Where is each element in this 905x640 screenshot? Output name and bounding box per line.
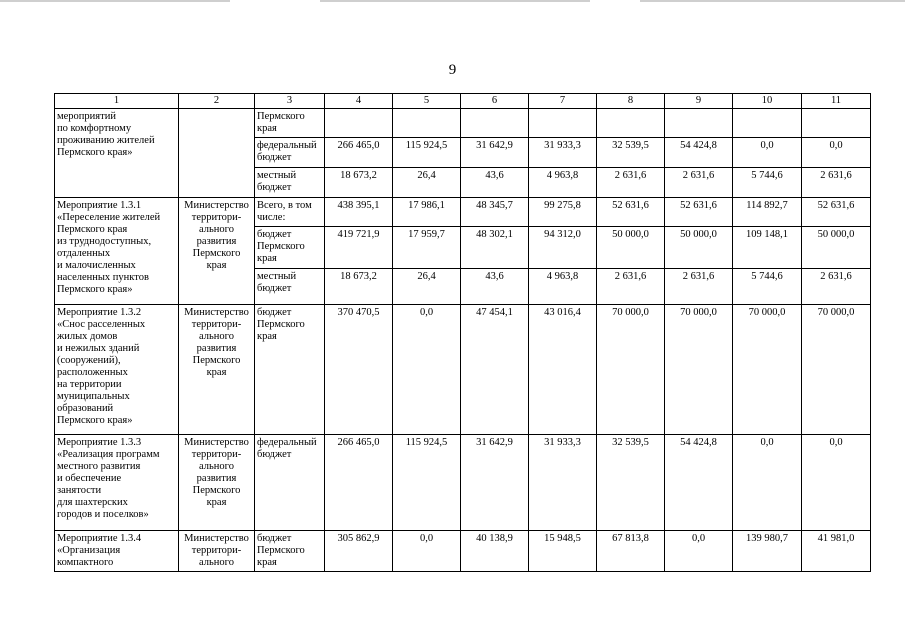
value-cell: 4 963,8 bbox=[529, 269, 597, 305]
funding-source: федеральный бюджет bbox=[255, 138, 325, 168]
value-cell: 438 395,1 bbox=[325, 198, 393, 227]
value-cell: 115 924,5 bbox=[393, 435, 461, 531]
value-cell: 26,4 bbox=[393, 168, 461, 198]
value-cell: 18 673,2 bbox=[325, 269, 393, 305]
value-cell: 2 631,6 bbox=[802, 269, 871, 305]
funding-source: Пермского края bbox=[255, 109, 325, 138]
activity-name: Мероприятие 1.3.4 «Организация компактного bbox=[55, 531, 179, 572]
value-cell: 4 963,8 bbox=[529, 168, 597, 198]
value-cell: 114 892,7 bbox=[733, 198, 802, 227]
funding-source: местный бюджет bbox=[255, 269, 325, 305]
value-cell: 5 744,6 bbox=[733, 269, 802, 305]
value-cell: 109 148,1 bbox=[733, 227, 802, 269]
value-cell: 41 981,0 bbox=[802, 531, 871, 572]
value-cell: 0,0 bbox=[393, 305, 461, 435]
value-cell: 31 933,3 bbox=[529, 435, 597, 531]
responsible-org bbox=[179, 109, 255, 198]
column-header: 6 bbox=[461, 94, 529, 109]
funding-source: федеральный бюджет bbox=[255, 435, 325, 531]
value-cell: 94 312,0 bbox=[529, 227, 597, 269]
value-cell: 0,0 bbox=[802, 435, 871, 531]
column-header: 9 bbox=[665, 94, 733, 109]
column-header: 10 bbox=[733, 94, 802, 109]
value-cell: 47 454,1 bbox=[461, 305, 529, 435]
column-header: 11 bbox=[802, 94, 871, 109]
top-edge-line bbox=[640, 0, 905, 2]
value-cell: 2 631,6 bbox=[597, 269, 665, 305]
value-cell: 31 933,3 bbox=[529, 138, 597, 168]
responsible-org: Министерство территори- ального bbox=[179, 531, 255, 572]
value-cell: 2 631,6 bbox=[665, 269, 733, 305]
value-cell: 0,0 bbox=[733, 435, 802, 531]
value-cell: 32 539,5 bbox=[597, 138, 665, 168]
column-header: 3 bbox=[255, 94, 325, 109]
top-edge-line bbox=[0, 0, 230, 2]
value-cell: 40 138,9 bbox=[461, 531, 529, 572]
table-row bbox=[55, 531, 871, 572]
value-cell: 266 465,0 bbox=[325, 435, 393, 531]
column-header: 8 bbox=[597, 94, 665, 109]
responsible-org: Министерство территори- ального развития Пермского края bbox=[179, 198, 255, 305]
value-cell: 70 000,0 bbox=[597, 305, 665, 435]
value-cell: 52 631,6 bbox=[802, 198, 871, 227]
value-cell: 54 424,8 bbox=[665, 138, 733, 168]
column-header: 2 bbox=[179, 94, 255, 109]
value-cell: 43,6 bbox=[461, 168, 529, 198]
value-cell: 17 959,7 bbox=[393, 227, 461, 269]
value-cell: 48 345,7 bbox=[461, 198, 529, 227]
column-header: 4 bbox=[325, 94, 393, 109]
column-header: 5 bbox=[393, 94, 461, 109]
value-cell: 26,4 bbox=[393, 269, 461, 305]
value-cell: 305 862,9 bbox=[325, 531, 393, 572]
top-edge-line bbox=[320, 0, 590, 2]
value-cell: 54 424,8 bbox=[665, 435, 733, 531]
value-cell: 0,0 bbox=[665, 531, 733, 572]
value-cell: 18 673,2 bbox=[325, 168, 393, 198]
value-cell: 0,0 bbox=[802, 138, 871, 168]
table-row bbox=[55, 109, 871, 138]
value-cell: 67 813,8 bbox=[597, 531, 665, 572]
value-cell: 2 631,6 bbox=[802, 168, 871, 198]
value-cell: 52 631,6 bbox=[597, 198, 665, 227]
value-cell: 99 275,8 bbox=[529, 198, 597, 227]
funding-source: местный бюджет bbox=[255, 168, 325, 198]
column-header: 1 bbox=[55, 94, 179, 109]
value-cell: 139 980,7 bbox=[733, 531, 802, 572]
value-cell: 0,0 bbox=[733, 138, 802, 168]
value-cell: 2 631,6 bbox=[665, 168, 733, 198]
value-cell: 2 631,6 bbox=[597, 168, 665, 198]
value-cell: 419 721,9 bbox=[325, 227, 393, 269]
value-cell: 115 924,5 bbox=[393, 138, 461, 168]
activity-name: Мероприятие 1.3.2 «Снос расселенных жилых домов и нежилых зданий (сооружений), расположенных на территории муниципальных образований Пермского края» bbox=[55, 305, 179, 435]
value-cell: 43,6 bbox=[461, 269, 529, 305]
activity-name: Мероприятие 1.3.3 «Реализация программ местного развития и обеспечение занятости для шахтерских городов и поселков» bbox=[55, 435, 179, 531]
funding-source: Всего, в том числе: bbox=[255, 198, 325, 227]
value-cell: 17 986,1 bbox=[393, 198, 461, 227]
funding-source: бюджет Пермского края bbox=[255, 531, 325, 572]
value-cell: 70 000,0 bbox=[665, 305, 733, 435]
activity-name: Мероприятие 1.3.1 «Переселение жителей Пермского края из труднодоступных, отдаленных и малочисленных населенных пунктов Пермского края» bbox=[55, 198, 179, 305]
value-cell: 48 302,1 bbox=[461, 227, 529, 269]
header-row bbox=[55, 94, 871, 109]
value-cell: 5 744,6 bbox=[733, 168, 802, 198]
funding-source: бюджет Пермского края bbox=[255, 305, 325, 435]
page-number: 9 bbox=[448, 62, 457, 78]
table-row bbox=[55, 198, 871, 227]
value-cell: 32 539,5 bbox=[597, 435, 665, 531]
value-cell: 0,0 bbox=[393, 531, 461, 572]
value-cell: 50 000,0 bbox=[597, 227, 665, 269]
value-cell: 70 000,0 bbox=[733, 305, 802, 435]
value-cell: 43 016,4 bbox=[529, 305, 597, 435]
budget-table bbox=[54, 93, 871, 572]
value-cell: 31 642,9 bbox=[461, 138, 529, 168]
value-cell: 15 948,5 bbox=[529, 531, 597, 572]
value-cell: 370 470,5 bbox=[325, 305, 393, 435]
value-cell: 31 642,9 bbox=[461, 435, 529, 531]
value-cell: 70 000,0 bbox=[802, 305, 871, 435]
funding-source: бюджет Пермского края bbox=[255, 227, 325, 269]
responsible-org: Министерство территори- ального развития Пермского края bbox=[179, 435, 255, 531]
activity-name: мероприятий по комфортному проживанию жителей Пермского края» bbox=[55, 109, 179, 198]
value-cell: 50 000,0 bbox=[665, 227, 733, 269]
table-row bbox=[55, 305, 871, 435]
table-row bbox=[55, 435, 871, 531]
value-cell: 50 000,0 bbox=[802, 227, 871, 269]
column-header: 7 bbox=[529, 94, 597, 109]
value-cell: 52 631,6 bbox=[665, 198, 733, 227]
value-cell: 266 465,0 bbox=[325, 138, 393, 168]
responsible-org: Министерство территори- ального развития Пермского края bbox=[179, 305, 255, 435]
